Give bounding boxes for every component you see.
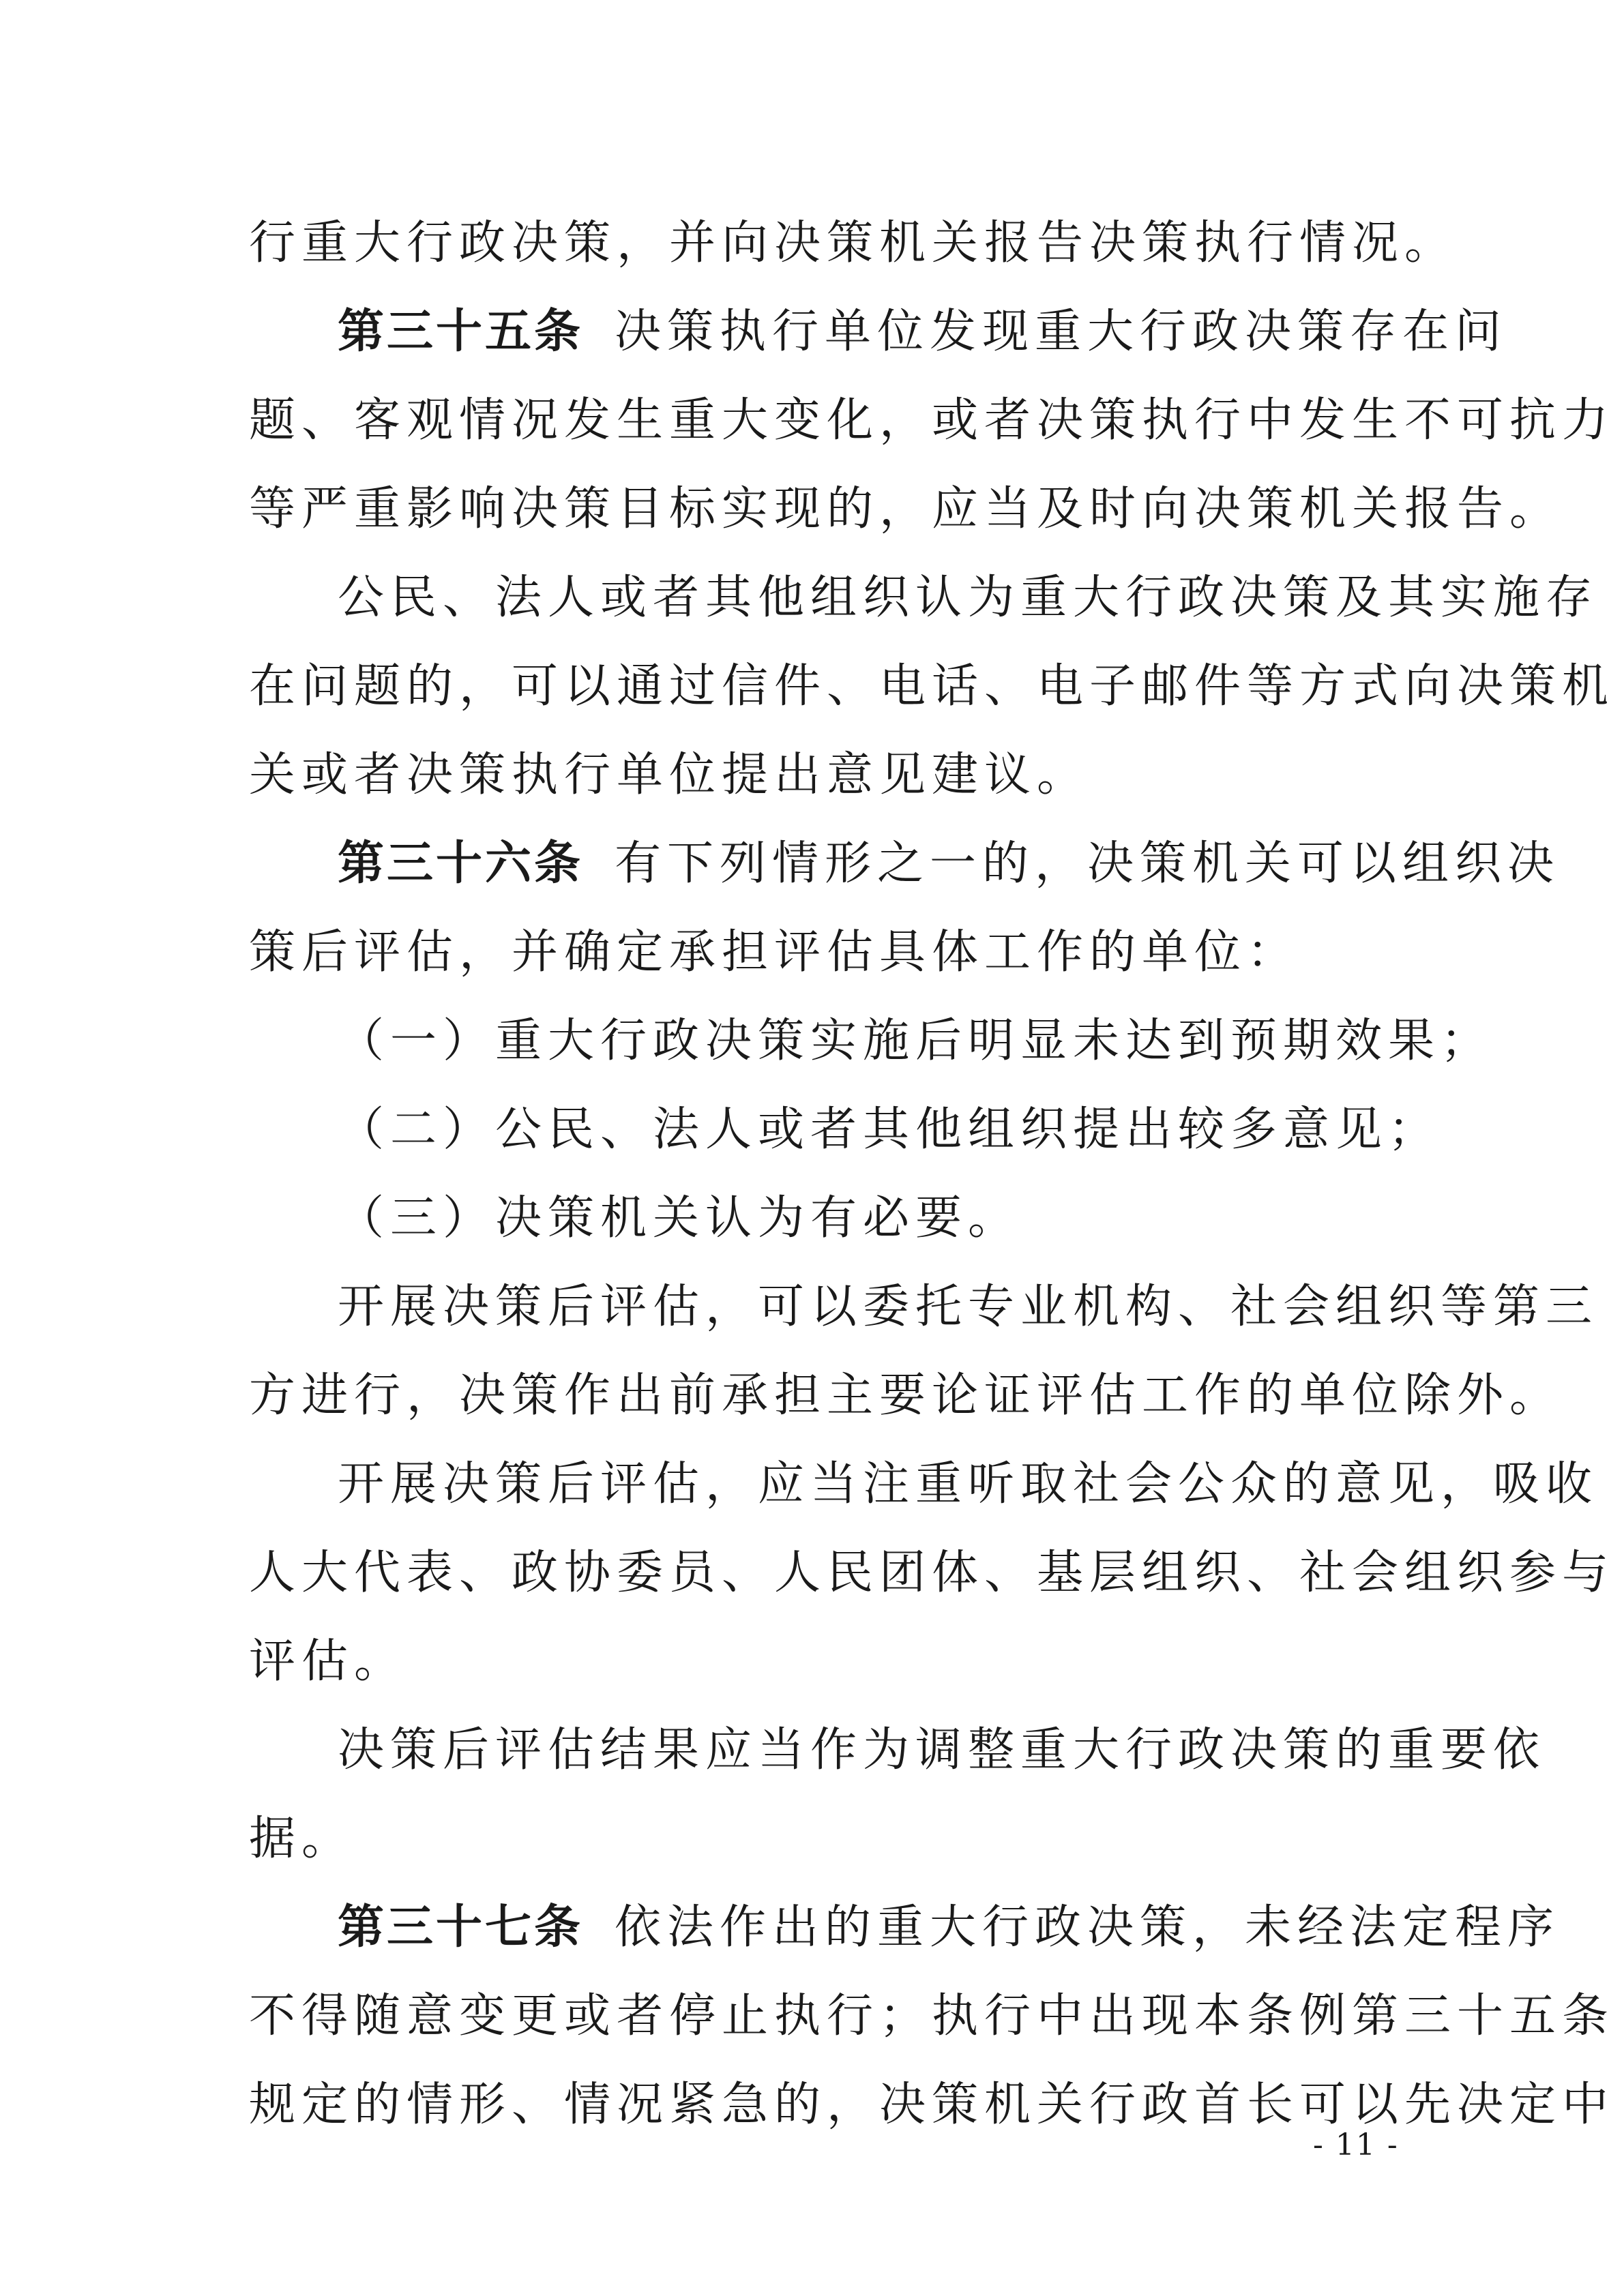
text-line: [249, 731, 1381, 820]
text-line: [249, 908, 1381, 997]
list-item: [249, 997, 1494, 1086]
paragraph-start-line: [249, 1263, 1599, 1352]
line-text: 方进行，决策作出前承担主要论证评估工作的单位除外。: [249, 1369, 1563, 1422]
page-number: - 11 -: [1313, 2128, 1399, 2162]
text-line: [249, 1352, 1563, 1440]
line-text: （一）重大行政决策实施后明显未达到预期效果；: [338, 1014, 1494, 1068]
text-line: [249, 1617, 1381, 1706]
article-37-heading-line: [249, 1883, 1561, 1972]
paragraph-start-line: [249, 1706, 1546, 1795]
line-text: 开展决策后评估，可以委托专业机构、社会组织等第三: [338, 1280, 1599, 1334]
line-text: 公民、法人或者其他组织认为重大行政决策及其实施存: [338, 571, 1599, 625]
line-text: 规定的情形、情况紧急的，决策机关行政首长可以先决定中: [249, 2078, 1615, 2132]
text-line: [249, 1795, 1381, 1883]
line-text: （二）公民、法人或者其他组织提出较多意见；: [338, 1103, 1441, 1157]
text-line: [249, 376, 1615, 465]
text-line: [249, 642, 1615, 731]
line-text: 关或者决策执行单位提出意见建议。: [249, 748, 1090, 802]
article-number: 第三十六条: [338, 837, 584, 891]
line-text: 在问题的，可以通过信件、电话、电子邮件等方式向决策机: [249, 659, 1615, 713]
list-item: [249, 1086, 1441, 1174]
paragraph-start-line: [249, 554, 1599, 642]
line-text: 行重大行政决策，并向决策机关报告决策执行情况。: [249, 216, 1458, 270]
line-text: 策后评估，并确定承担评估具体工作的单位：: [249, 925, 1300, 979]
line-text: （三）决策机关认为有必要。: [338, 1191, 1021, 1245]
line-text: 依法作出的重大行政决策，未经法定程序: [615, 1900, 1561, 1954]
line-text: 有下列情形之一的，决策机关可以组织决: [615, 837, 1561, 891]
text-line: [249, 465, 1563, 554]
article-35-heading-line: [249, 288, 1508, 376]
line-text: 题、客观情况发生重大变化，或者决策执行中发生不可抗力: [249, 393, 1615, 447]
line-text: 开展决策后评估，应当注重听取社会公众的意见，吸收: [338, 1457, 1599, 1511]
text-line: [249, 1972, 1615, 2061]
line-text: 等严重影响决策目标实现的，应当及时向决策机关报告。: [249, 482, 1563, 536]
line-text: 据。: [249, 1812, 355, 1866]
text-line: [249, 1529, 1615, 1617]
line-text: 不得随意变更或者停止执行；执行中出现本条例第三十五条: [249, 1989, 1615, 2043]
line-text: 决策执行单位发现重大行政决策存在问: [615, 305, 1508, 359]
line-text: 评估。: [249, 1635, 407, 1688]
line-text: 人大代表、政协委员、人民团体、基层组织、社会组织参与: [249, 1546, 1615, 1600]
text-line: [249, 199, 1458, 288]
article-number: 第三十五条: [338, 305, 584, 359]
article-number: 第三十七条: [338, 1900, 584, 1954]
paragraph-start-line: [249, 1440, 1599, 1529]
article-36-heading-line: [249, 820, 1561, 908]
line-text: 决策后评估结果应当作为调整重大行政决策的重要依: [338, 1723, 1546, 1777]
list-item: [249, 1174, 1381, 1263]
